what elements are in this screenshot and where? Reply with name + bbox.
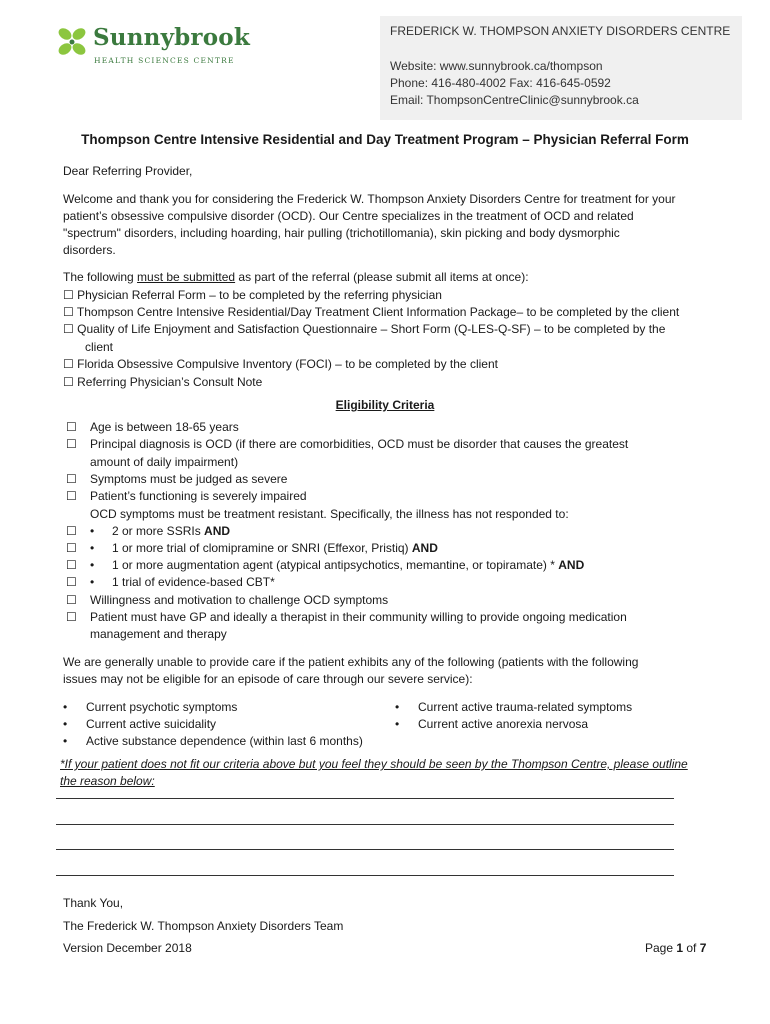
criterion-text: 1 or more augmentation agent (atypical antipsychotics, memantine, or topiramate) *	[112, 558, 559, 572]
checkbox-icon[interactable]: ☐	[63, 322, 74, 336]
submit-post: as part of the referral (please submit all items at once):	[235, 270, 529, 284]
page-current: 1	[676, 941, 684, 955]
phone-line: Phone: 416-480-4002 Fax: 416-645-0592	[390, 76, 611, 90]
logo-name: Sunnybrook	[93, 24, 250, 51]
reason-line[interactable]	[56, 824, 674, 825]
checkbox-icon[interactable]: ☐	[66, 558, 77, 572]
criterion-gp-cont: management and therapy	[90, 627, 227, 641]
reason-line[interactable]	[56, 849, 674, 850]
submit-item	[63, 288, 442, 302]
submit-item	[63, 305, 679, 319]
exclusion-intro-1: We are generally unable to provide care if the patient exhibits any of the following (patients with the following	[63, 655, 639, 669]
criterion-functioning: Patient’s functioning is severely impaired	[90, 489, 307, 503]
intro-line-4: disorders.	[63, 243, 116, 257]
submit-pre: The following	[63, 270, 138, 284]
sunnybrook-logo	[56, 24, 250, 70]
criterion-text: 2 or more SSRIs	[112, 524, 205, 538]
exclusion-intro-2: issues may not be eligible for an episode of care through our severe service):	[63, 672, 473, 686]
centre-name: FREDERICK W. THOMPSON ANXIETY DISORDERS CENTRE	[390, 24, 731, 38]
submit-underlined: must be submitted	[137, 270, 236, 284]
submit-intro	[63, 270, 529, 284]
criterion-age: Age is between 18-65 years	[90, 420, 239, 434]
submit-item-label: Florida Obsessive Compulsive Inventory (FOCI) – to be completed by the client	[77, 357, 498, 371]
submit-item	[63, 357, 498, 371]
checkbox-icon[interactable]: ☐	[66, 437, 77, 451]
submit-item	[63, 375, 262, 389]
outline-note-2: the reason below:	[60, 774, 155, 788]
exclusion-item: Current active suicidality	[86, 717, 217, 731]
criterion-severity: Symptoms must be judged as severe	[90, 472, 288, 486]
thank-you: Thank You,	[63, 896, 124, 910]
bullet-icon: •	[63, 700, 68, 714]
leaf-icon	[56, 26, 88, 58]
version-label: Version December 2018	[63, 941, 192, 955]
bullet-icon: •	[90, 524, 95, 538]
criterion-diagnosis-cont: amount of daily impairment)	[90, 455, 239, 469]
and-label: AND	[204, 524, 231, 538]
intro-line-3: "spectrum" disorders, including hoarding, hair pulling (trichotillomania), skin picking and body dysmorphic	[63, 226, 620, 240]
checkbox-icon[interactable]: ☐	[66, 524, 77, 538]
exclusion-item: Current active trauma-related symptoms	[418, 700, 633, 714]
submit-item	[63, 322, 665, 336]
criterion-clomipramine	[112, 541, 438, 555]
checkbox-icon[interactable]: ☐	[66, 472, 77, 486]
criterion-motivation: Willingness and motivation to challenge OCD symptoms	[90, 593, 389, 607]
checkbox-icon[interactable]: ☐	[66, 420, 77, 434]
checkbox-icon[interactable]: ☐	[66, 489, 77, 503]
outline-note-1: *If your patient does not fit our criteria above but you feel they should be seen by the Thompson Centre, please outline	[60, 757, 688, 771]
bullet-icon: •	[90, 575, 95, 589]
checkbox-icon[interactable]: ☐	[63, 357, 74, 371]
exclusion-item: Current active anorexia nervosa	[418, 717, 589, 731]
criterion-cbt: 1 trial of evidence-based CBT*	[112, 575, 275, 589]
criterion-resistant: OCD symptoms must be treatment resistant. Specifically, the illness has not responded to:	[90, 507, 569, 521]
contact-header	[380, 16, 742, 120]
checkbox-icon[interactable]: ☐	[63, 288, 74, 302]
checkbox-icon[interactable]: ☐	[63, 305, 74, 319]
logo-subtitle: HEALTH SCIENCES CENTRE	[94, 56, 235, 65]
website-line: Website: www.sunnybrook.ca/thompson	[390, 59, 603, 73]
checkbox-icon[interactable]: ☐	[63, 375, 74, 389]
checkbox-icon[interactable]: ☐	[66, 610, 77, 624]
checkbox-icon[interactable]: ☐	[66, 541, 77, 555]
bullet-icon: •	[395, 700, 400, 714]
criterion-text: 1 or more trial of clomipramine or SNRI (Effexor, Pristiq)	[112, 541, 412, 555]
page-of: of	[683, 941, 700, 955]
page-total: 7	[699, 941, 707, 955]
submit-item-continued: client	[85, 340, 114, 354]
reason-line[interactable]	[56, 798, 674, 799]
submit-item-label: Quality of Life Enjoyment and Satisfaction Questionnaire – Short Form (Q-LES-Q-SF) – to be completed by the	[77, 322, 666, 336]
email-line: Email: ThompsonCentreClinic@sunnybrook.ca	[390, 93, 639, 107]
greeting: Dear Referring Provider,	[63, 164, 193, 178]
criterion-ssri	[112, 524, 230, 538]
page-number	[645, 941, 706, 955]
checkbox-icon[interactable]: ☐	[66, 593, 77, 607]
criterion-diagnosis: Principal diagnosis is OCD (if there are comorbidities, OCD must be disorder that causes the greatest	[90, 437, 629, 451]
team-signature: The Frederick W. Thompson Anxiety Disorders Team	[63, 919, 344, 933]
intro-line-2: patient’s obsessive compulsive disorder (OCD). Our Centre specializes in the treatment of OCD and related	[63, 209, 634, 223]
submit-item-label: Physician Referral Form – to be completed by the referring physician	[77, 288, 442, 302]
bullet-icon: •	[63, 734, 68, 748]
page-pre: Page	[645, 941, 677, 955]
reason-line[interactable]	[56, 875, 674, 876]
checkbox-icon[interactable]: ☐	[66, 575, 77, 589]
bullet-icon: •	[63, 717, 68, 731]
and-label: AND	[411, 541, 438, 555]
bullet-icon: •	[395, 717, 400, 731]
intro-line-1: Welcome and thank you for considering the Frederick W. Thompson Anxiety Disorders Centre for treatment for your	[63, 192, 676, 206]
bullet-icon: •	[90, 558, 95, 572]
submit-item-label: Thompson Centre Intensive Residential/Day Treatment Client Information Package– to be completed by the client	[76, 305, 680, 319]
and-label: AND	[558, 558, 585, 572]
criterion-gp: Patient must have GP and ideally a therapist in their community willing to provide ongoing medication	[90, 610, 627, 624]
criterion-augmentation	[112, 558, 584, 572]
eligibility-heading: Eligibility Criteria	[335, 398, 435, 412]
exclusion-item: Current psychotic symptoms	[86, 700, 238, 714]
form-title: Thompson Centre Intensive Residential and Day Treatment Program – Physician Referral Form	[81, 132, 689, 147]
exclusion-item: Active substance dependence (within last 6 months)	[86, 734, 363, 748]
submit-item-label: Referring Physician’s Consult Note	[77, 375, 263, 389]
bullet-icon: •	[90, 541, 95, 555]
